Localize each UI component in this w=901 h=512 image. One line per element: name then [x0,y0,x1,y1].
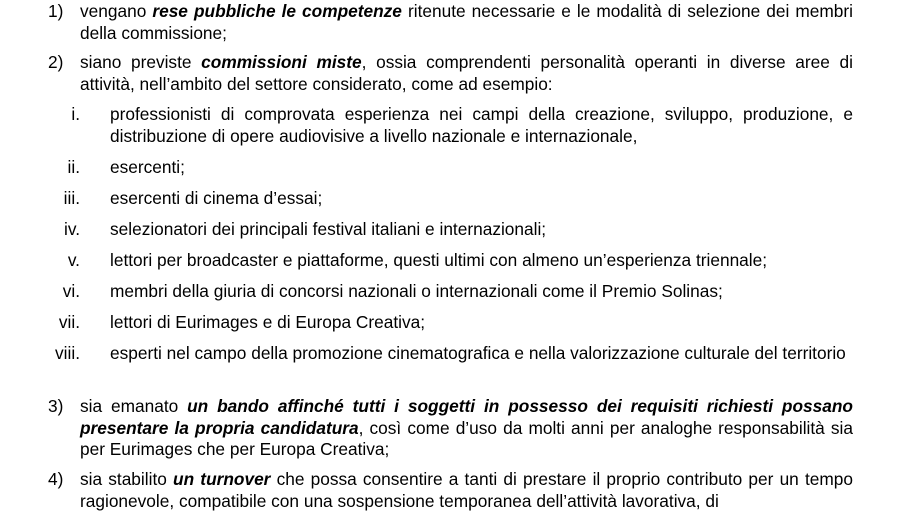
text-run: sia emanato [80,396,188,416]
text-run: sia stabilito [80,469,174,489]
sub-list-marker: vii. [58,312,80,332]
list-item-text [80,396,853,461]
list-item-text [80,52,853,95]
emphasis-text: commissioni miste [201,52,362,72]
sub-list-marker: i. [71,104,80,124]
sub-list-marker: viii. [55,343,80,363]
sub-list-item-text: membri della giuria di concorsi nazionali o internazionali come il Premio Solinas; [110,281,723,301]
sub-list-marker: iv. [64,219,80,239]
sub-list-item-text: professionisti di comprovata esperienza nei campi della creazione, sviluppo, produzione, e distribuzione di opere audiovisive a livello nazionale e internazionale, [110,104,853,146]
text-run: che possa consentire a tanti di prestare il proprio contributo per un tempo ragionevole, compatibile con una sospensione temporanea dell’attività lavorativa, di [80,469,853,511]
list-marker: 4) [48,469,64,489]
text-run: , così come d’uso da molti anni per analoghe responsabilità sia per Eurimages che per Europa Creativa; [80,417,853,459]
text-run: , ossia comprendenti personalità operanti in diverse aree di attività, nell’ambito del settore considerato, come ad esempio: [80,52,853,94]
text-run: siano previste [80,52,202,72]
emphasis-text: un turnover [173,469,271,489]
list-item-text [80,1,853,44]
sub-list-marker: iii. [63,188,80,208]
text-run: vengano [80,1,153,21]
text-run: ritenute necessarie e le modalità di selezione dei membri della commissione; [80,1,854,43]
emphasis-text: un bando affinché tutti i soggetti in possesso dei requisiti richiesti possano presentare la propria candidatura [80,396,853,438]
sub-list-item-text: lettori di Eurimages e di Europa Creativa; [110,312,426,332]
sub-list-item-text: esperti nel campo della promozione cinematografica e nella valorizzazione culturale del territorio [110,343,846,363]
list-marker: 3) [48,396,64,416]
list-marker: 2) [48,52,64,72]
sub-list-item-text: esercenti di cinema d’essai; [110,188,323,208]
sub-list-item-text: selezionatori dei principali festival italiani e internazionali; [110,219,547,239]
list-marker: 1) [48,1,64,21]
sub-list-item-text: esercenti; [110,157,185,177]
emphasis-text: rese pubbliche le competenze [152,1,402,21]
sub-list-marker: v. [67,250,80,270]
list-item-text [80,469,853,512]
sub-list-item-text: lettori per broadcaster e piattaforme, questi ultimi con almeno un’esperienza triennale; [110,250,768,270]
sub-list-marker: ii. [67,157,80,177]
sub-list-marker: vi. [62,281,80,301]
